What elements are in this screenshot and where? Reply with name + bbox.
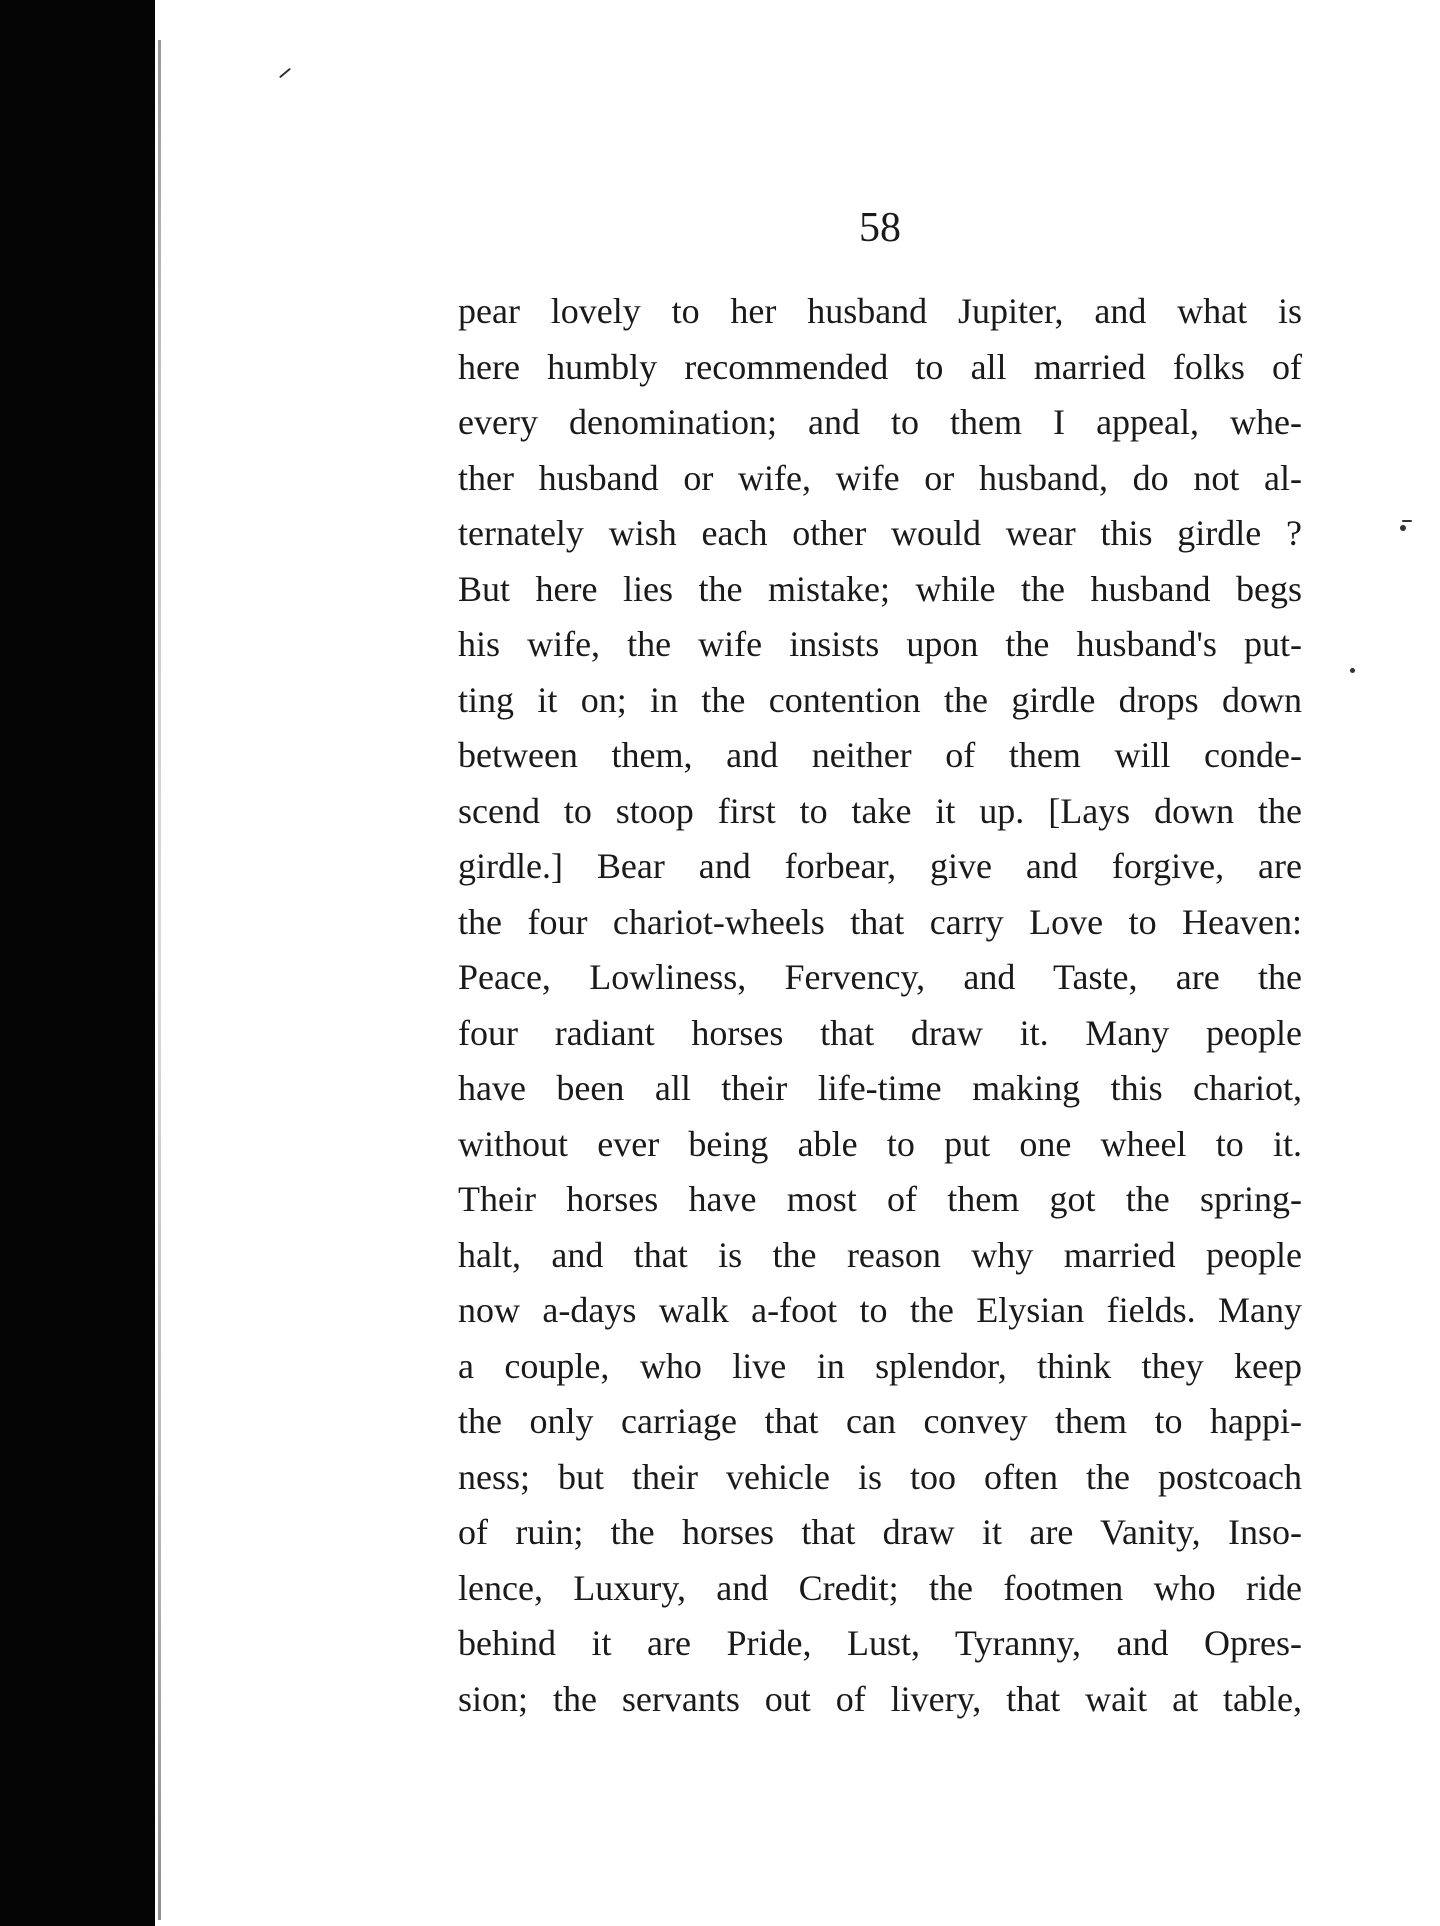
book-page <box>458 202 1302 1719</box>
text-line: have been all their life-time making this chariot, <box>458 1068 1302 1108</box>
text-line: pear lovely to her husband Jupiter, and what is <box>458 291 1302 331</box>
text-line: here humbly recommended to all married folks of <box>458 346 1302 387</box>
text-line: four radiant horses that draw it. Many people <box>458 1012 1302 1053</box>
text-line: ness; but their vehicle is too often the postcoach <box>458 1456 1302 1497</box>
text-line: halt, and that is the reason why married people <box>458 1234 1302 1275</box>
text-line: sion; the servants out of livery, that wait at table, <box>458 1678 1302 1719</box>
text-line: the four chariot-wheels that carry Love to Heaven: <box>458 901 1302 942</box>
text-line: lence, Luxury, and Credit; the footmen who ride <box>458 1567 1302 1608</box>
text-line: Peace, Lowliness, Fervency, and Taste, are the <box>458 957 1302 997</box>
text-line: ting it on; in the contention the girdle drops down <box>458 679 1302 720</box>
text-line: ther husband or wife, wife or husband, do not al- <box>458 457 1302 498</box>
text-line: behind it are Pride, Lust, Tyranny, and Opres- <box>458 1623 1302 1663</box>
text-line: now a-days walk a-foot to the Elysian fields. Many <box>458 1290 1302 1330</box>
text-line: between them, and neither of them will conde- <box>458 735 1302 775</box>
scan-speck <box>1350 668 1355 673</box>
scan-speck <box>1400 525 1406 531</box>
page-number: 58 <box>859 205 901 251</box>
text-line: of ruin; the horses that draw it are Vanity, Inso- <box>458 1512 1302 1552</box>
text-line: girdle.] Bear and forbear, give and forgive, are <box>458 846 1302 886</box>
text-line: But here lies the mistake; while the husband begs <box>458 568 1302 609</box>
text-line: a couple, who live in splendor, think they keep <box>458 1345 1302 1386</box>
book-spine-shadow <box>0 0 155 1926</box>
page-body-text <box>458 284 1302 1727</box>
text-line: his wife, the wife insists upon the husband's put- <box>458 624 1302 664</box>
text-line: every denomination; and to them I appeal, whe- <box>458 402 1302 442</box>
text-line: ternately wish each other would wear this girdle ? <box>458 513 1302 553</box>
page-edge <box>158 40 161 1920</box>
text-line: without ever being able to put one wheel to it. <box>458 1123 1302 1164</box>
text-line: scend to stoop first to take it up. [Lays down the <box>458 790 1302 831</box>
scan-speck <box>279 68 291 79</box>
text-line: the only carriage that can convey them to happi- <box>458 1401 1302 1441</box>
scan-speck <box>1402 520 1412 522</box>
text-line: Their horses have most of them got the spring- <box>458 1179 1302 1219</box>
